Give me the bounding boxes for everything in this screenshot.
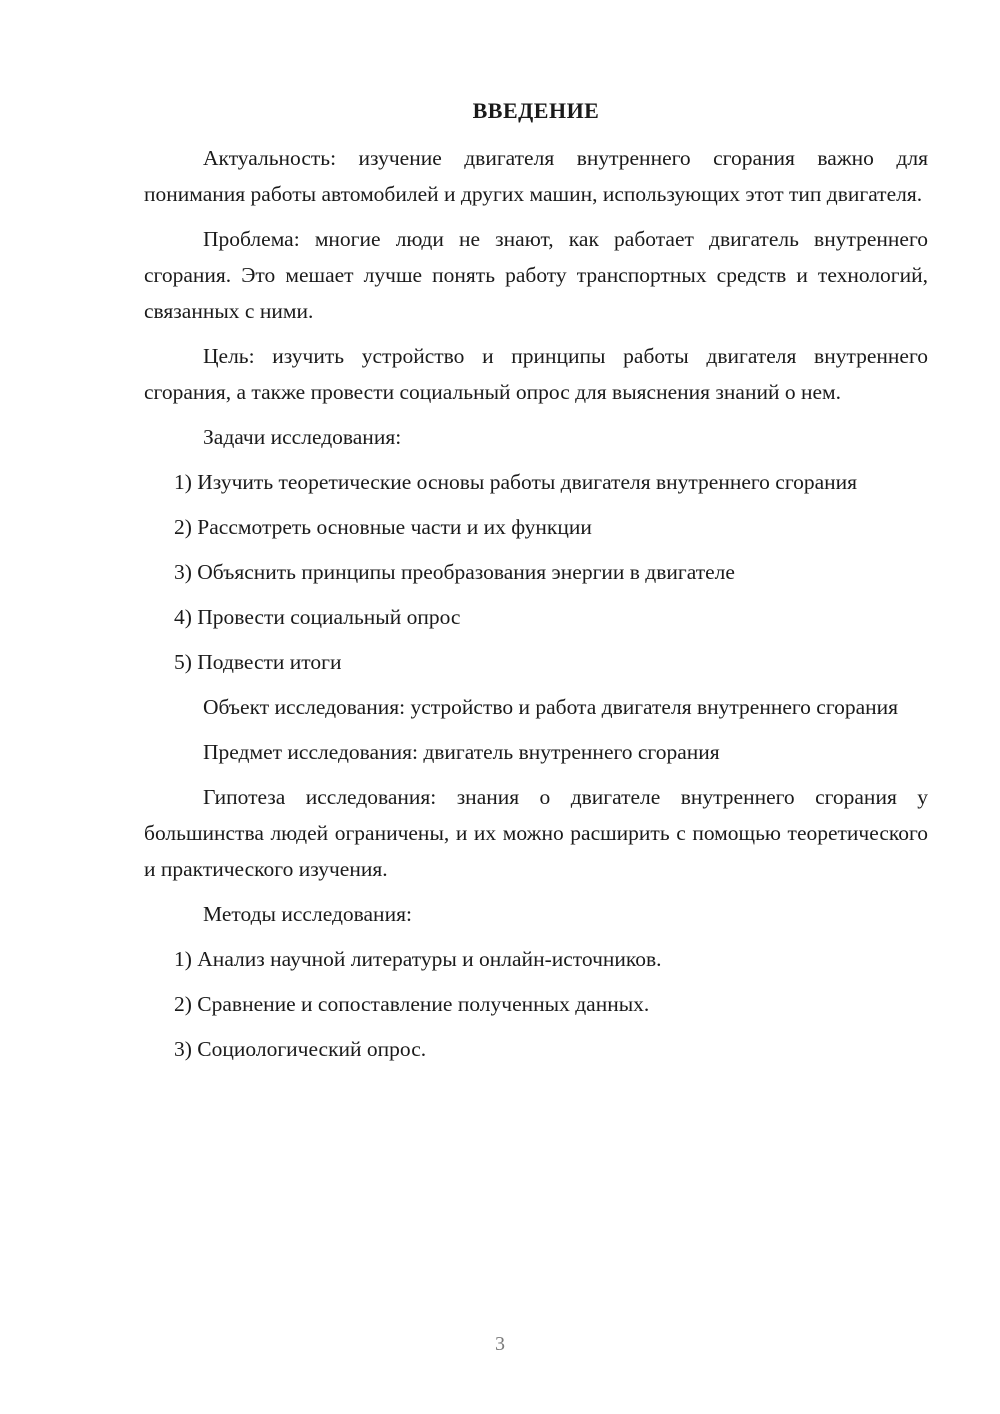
tasks-heading: Задачи исследования: <box>203 425 402 449</box>
method-item-3: 3) Социологический опрос. <box>174 1037 427 1061</box>
methods-heading: Методы исследования: <box>203 902 412 926</box>
task-item-1: 1) Изучить теоретические основы работы двигателя внутреннего сгорания <box>174 470 858 494</box>
object-paragraph: Объект исследования: устройство и работа двигателя внутреннего сгорания <box>203 695 899 719</box>
task-item-2: 2) Рассмотреть основные части и их функции <box>174 515 592 539</box>
hypothesis-paragraph: Гипотеза исследования: знания о двигателе внутреннего сгорания у большинства людей ограничены, и их можно расширить с помощью теоретического и практического изучения. <box>144 785 928 881</box>
subject-paragraph: Предмет исследования: двигатель внутреннего сгорания <box>203 740 720 764</box>
relevance-paragraph: Актуальность: изучение двигателя внутреннего сгорания важно для понимания работы автомобилей и других машин, использующих этот тип двигателя. <box>144 146 928 206</box>
task-item-3: 3) Объяснить принципы преобразования энергии в двигателе <box>174 560 735 584</box>
document-page <box>144 96 928 1076</box>
task-item-4: 4) Провести социальный опрос <box>174 605 461 629</box>
page-title: ВВЕДЕНИЕ <box>472 98 600 123</box>
method-item-1: 1) Анализ научной литературы и онлайн-источников. <box>174 947 662 971</box>
method-item-2: 2) Сравнение и сопоставление полученных данных. <box>174 992 650 1016</box>
goal-paragraph: Цель: изучить устройство и принципы работы двигателя внутреннего сгорания, а также провести социальный опрос для выяснения знаний о нем. <box>144 344 928 404</box>
task-item-5: 5) Подвести итоги <box>174 650 342 674</box>
problem-paragraph: Проблема: многие люди не знают, как работает двигатель внутреннего сгорания. Это мешает лучше понять работу транспортных средств и технологий, связанных с ними. <box>144 227 928 323</box>
page-number: 3 <box>495 1333 505 1355</box>
